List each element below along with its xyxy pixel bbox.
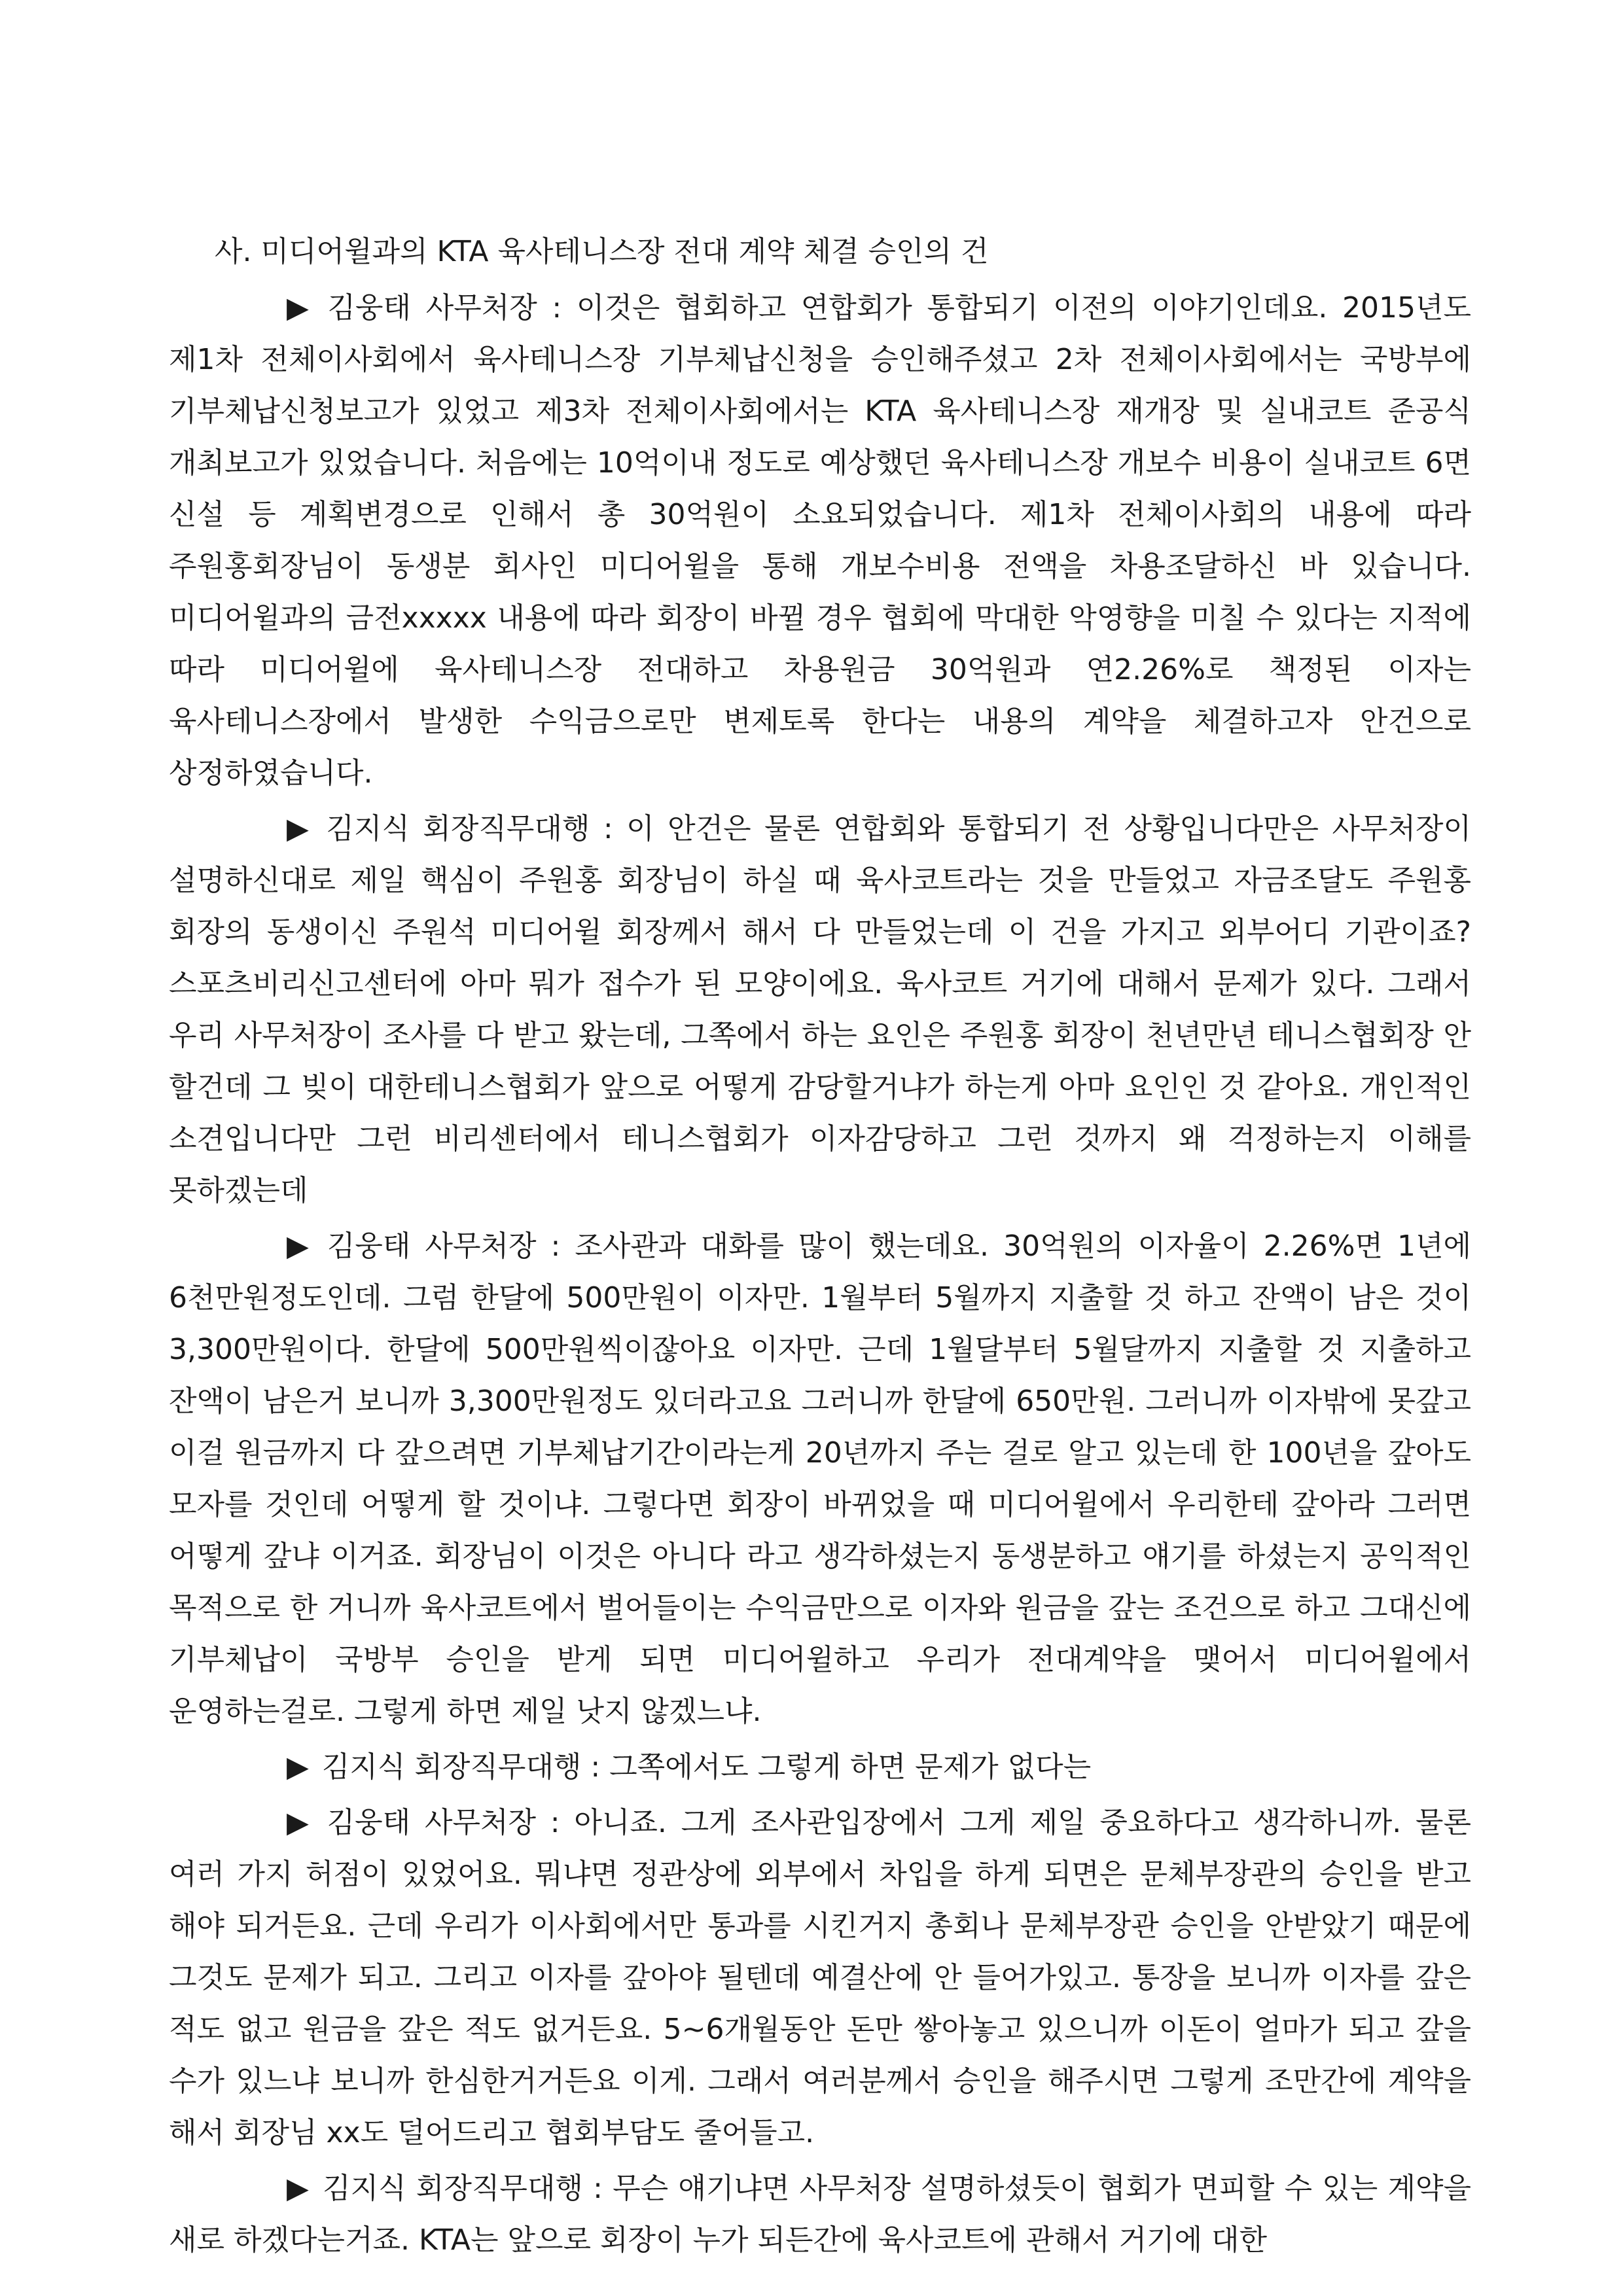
paragraph-text: 아니죠. 그게 조사관입장에서 그게 제일 중요하다고 생각하니까. 물론 여러 가지 허점이 있었어요. 뭐냐면 정관상에 외부에서 차입을 하게 되면은 문체부장관의 승인을 받고 해야 되거든요. 근데 우리가 이사회에서만 통과를 시킨거지 총회나 문체부장관 승인을 안받았기 때문에 그것도 문제가 되고. 그리고 이자를 갚아야 될텐데 예결산에 안 들어가있고. 통장을 보니까 이자를 갚은 적도 없고 원금을 갚은 적도 없거든요. 5~6개월동안 돈만 쌓아놓고 있으니까 이돈이 얼마가 되고 갚을 수가 있느냐 보니까 한심한거거든요 이게. 그래서 여러분께서 승인을 해주시면 그렇게 조만간에 계약을 해서 회장님 xx도 덜어드리고 협회부담도 줄어들고. [169,1806,1472,2149]
paragraph-4: ▶ 김지식 회장직무대행 : 그쪽에서도 그렇게 하면 문제가 없다는 [287,1750,1092,1784]
paragraph-1: ▶ 김웅태 사무처장 : 이것은 협회하고 연합회가 통합되기 이전의 이야기인데요. 2015년도 제1차 전체이사회에서 육사테니스장 기부체납신청을 승인해주셨고 2차 전체이사회에서는 국방부에 기부체납신청보고가 있었고 제3차 전체이사회에서는 KTA 육사테니스장 재개장 및 실내코트 준공식 개최보고가 있었습니다. 처음에는 10억이내 정도로 예상했던 육사테니스장 개보수 비용이 실내코트 6면 신설 등 계획변경으로 인해서 총 30억원이 소요되었습니다. 제1차 전체이사회의 내용에 따라 주원홍회장님이 동생분 회사인 미디어윌을 통해 개보수비용 전액을 차용조달하신 바 있습니다. 미디어윌과의 금전xxxxx 내용에 따라 회장이 바뀔 경우 협회에 막대한 악영향을 미칠 수 있다는 지적에 따라 미디어윌에 육사테니스장 전대하고 차용원금 30억원과 연2.26%로 책정된 이자는 육사테니스장에서 발생한 수익금으로만 변제토록 한다는 내용의 계약을 체결하고자 안건으로 상정하였습니다. [169,291,1472,790]
paragraph-text: 이것은 협회하고 연합회가 통합되기 이전의 이야기인데요. 2015년도 제1차 전체이사회에서 육사테니스장 기부체납신청을 승인해주셨고 2차 전체이사회에서는 국방부에 기부체납신청보고가 있었고 제3차 전체이사회에서는 KTA 육사테니스장 재개장 및 실내코트 준공식 개최보고가 있었습니다. 처음에는 10억이내 정도로 예상했던 육사테니스장 개보수 비용이 실내코트 6면 신설 등 계획변경으로 인해서 총 30억원이 소요되었습니다. 제1차 전체이사회의 내용에 따라 주원홍회장님이 동생분 회사인 미디어윌을 통해 개보수비용 전액을 차용조달하신 바 있습니다. 미디어윌과의 금전xxxxx 내용에 따라 회장이 바뀔 경우 협회에 막대한 악영향을 미칠 수 있다는 지적에 따라 미디어윌에 육사테니스장 전대하고 차용원금 30억원과 연2.26%로 책정된 이자는 육사테니스장에서 발생한 수익금으로만 변제토록 한다는 내용의 계약을 체결하고자 안건으로 상정하였습니다. [169,291,1472,790]
paragraph-5: ▶ 김웅태 사무처장 : 아니죠. 그게 조사관입장에서 그게 제일 중요하다고 생각하니까. 물론 여러 가지 허점이 있었어요. 뭐냐면 정관상에 외부에서 차입을 하게 되면은 문체부장관의 승인을 받고 해야 되거든요. 근데 우리가 이사회에서만 통과를 시킨거지 총회나 문체부장관 승인을 안받았기 때문에 그것도 문제가 되고. 그리고 이자를 갚아야 될텐데 예결산에 안 들어가있고. 통장을 보니까 이자를 갚은 적도 없고 원금을 갚은 적도 없거든요. 5~6개월동안 돈만 쌓아놓고 있으니까 이돈이 얼마가 되고 갚을 수가 있느냐 보니까 한심한거거든요 이게. 그래서 여러분께서 승인을 해주시면 그렇게 조만간에 계약을 해서 회장님 xx도 덜어드리고 협회부담도 줄어들고. [169,1806,1472,2149]
triangle-bullet-icon: ▶ [287,1806,314,1839]
section-title: 사. 미디어윌과의 KTA 육사테니스장 전대 계약 체결 승인의 건 [215,235,989,268]
document-page [169,226,1471,2270]
paragraph-text: 그쪽에서도 그렇게 하면 문제가 없다는 [609,1750,1092,1784]
speaker-name: 김웅태 사무처장 [327,1229,537,1263]
triangle-bullet-icon: ▶ [287,1750,309,1784]
paragraph-6: ▶ 김지식 회장직무대행 : 무슨 얘기냐면 사무처장 설명하셨듯이 협회가 면피할 수 있는 계약을 새로 하겠다는거죠. KTA는 앞으로 회장이 누가 되든간에 육사코트에 관해서 거기에 대한 [169,2172,1472,2257]
triangle-bullet-icon: ▶ [287,1229,314,1263]
speaker-name: 김지식 회장직무대행 [321,1750,582,1784]
paragraph-text: 무슨 얘기냐면 사무처장 설명하셨듯이 협회가 면피할 수 있는 계약을 새로 하겠다는거죠. KTA는 앞으로 회장이 누가 되든간에 육사코트에 관해서 거기에 대한 [169,2172,1472,2257]
paragraph-text: 이 안건은 물론 연합회와 통합되기 전 상황입니다만은 사무처장이 설명하신대로 제일 핵심이 주원홍 회장님이 하실 때 육사코트라는 것을 만들었고 자금조달도 주원홍 회장의 동생이신 주원석 미디어윌 회장께서 해서 다 만들었는데 이 건을 가지고 외부어디 기관이죠? 스포츠비리신고센터에 아마 뭐가 접수가 된 모양이에요. 육사코트 거기에 대해서 문제가 있다. 그래서 우리 사무처장이 조사를 다 받고 왔는데, 그쪽에서 하는 요인은 주원홍 회장이 천년만년 테니스협회장 안 할건데 그 빚이 대한테니스협회가 앞으로 어떻게 감당할거냐가 하는게 아마 요인인 것 같아요. 개인적인 소견입니다만 그런 비리센터에서 테니스협회가 이자감당하고 그런 것까지 왜 걱정하는지 이해를 못하겠는데 [169,812,1471,1207]
speaker-name: 김웅태 사무처장 [327,1806,536,1839]
triangle-bullet-icon: ▶ [287,291,315,325]
speaker-name: 김웅태 사무처장 [327,291,537,325]
paragraph-2: ▶ 김지식 회장직무대행 : 이 안건은 물론 연합회와 통합되기 전 상황입니다만은 사무처장이 설명하신대로 제일 핵심이 주원홍 회장님이 하실 때 육사코트라는 것을 만들었고 자금조달도 주원홍 회장의 동생이신 주원석 미디어윌 회장께서 해서 다 만들었는데 이 건을 가지고 외부어디 기관이죠? 스포츠비리신고센터에 아마 뭐가 접수가 된 모양이에요. 육사코트 거기에 대해서 문제가 있다. 그래서 우리 사무처장이 조사를 다 받고 왔는데, 그쪽에서 하는 요인은 주원홍 회장이 천년만년 테니스협회장 안 할건데 그 빚이 대한테니스협회가 앞으로 어떻게 감당할거냐가 하는게 아마 요인인 것 같아요. 개인적인 소견입니다만 그런 비리센터에서 테니스협회가 이자감당하고 그런 것까지 왜 걱정하는지 이해를 못하겠는데 [169,812,1471,1207]
speaker-name: 김지식 회장직무대행 [323,2172,583,2205]
paragraph-text: 조사관과 대화를 많이 했는데요. 30억원의 이자율이 2.26%면 1년에 6천만원정도인데. 그럼 한달에 500만원이 이자만. 1월부터 5월까지 지출할 것 하고 잔액이 남은 것이 3,300만원이다. 한달에 500만원씩이잖아요 이자만. 근데 1월달부터 5월달까지 지출할 것 지출하고 잔액이 남은거 보니까 3,300만원정도 있더라고요 그러니까 한달에 650만원. 그러니까 이자밖에 못갚고 이걸 원금까지 다 갚으려면 기부체납기간이라는게 20년까지 주는 걸로 알고 있는데 한 100년을 갚아도 모자를 것인데 어떻게 할 것이냐. 그렇다면 회장이 바뀌었을 때 미디어윌에서 우리한테 갚아라 그러면 어떻게 갚냐 이거죠. 회장님이 이것은 아니다 라고 생각하셨는지 동생분하고 얘기를 하셨는지 공익적인 목적으로 한 거니까 육사코트에서 벌어들이는 수익금만으로 이자와 원금을 갚는 조건으로 하고 그대신에 기부체납이 국방부 승인을 받게 되면 미디어윌하고 우리가 전대계약을 맺어서 미디어윌에서 운영하는걸로. 그렇게 하면 제일 낫지 않겠느냐. [169,1229,1472,1728]
paragraph-3: ▶ 김웅태 사무처장 : 조사관과 대화를 많이 했는데요. 30억원의 이자율이 2.26%면 1년에 6천만원정도인데. 그럼 한달에 500만원이 이자만. 1월부터 5월까지 지출할 것 하고 잔액이 남은 것이 3,300만원이다. 한달에 500만원씩이잖아요 이자만. 근데 1월달부터 5월달까지 지출할 것 지출하고 잔액이 남은거 보니까 3,300만원정도 있더라고요 그러니까 한달에 650만원. 그러니까 이자밖에 못갚고 이걸 원금까지 다 갚으려면 기부체납기간이라는게 20년까지 주는 걸로 알고 있는데 한 100년을 갚아도 모자를 것인데 어떻게 할 것이냐. 그렇다면 회장이 바뀌었을 때 미디어윌에서 우리한테 갚아라 그러면 어떻게 갚냐 이거죠. 회장님이 이것은 아니다 라고 생각하셨는지 동생분하고 얘기를 하셨는지 공익적인 목적으로 한 거니까 육사코트에서 벌어들이는 수익금만으로 이자와 원금을 갚는 조건으로 하고 그대신에 기부체납이 국방부 승인을 받게 되면 미디어윌하고 우리가 전대계약을 맺어서 미디어윌에서 운영하는걸로. 그렇게 하면 제일 낫지 않겠느냐. [169,1229,1472,1728]
triangle-bullet-icon: ▶ [287,2172,310,2205]
speaker-name: 김지식 회장직무대행 [326,812,590,845]
triangle-bullet-icon: ▶ [287,812,313,845]
